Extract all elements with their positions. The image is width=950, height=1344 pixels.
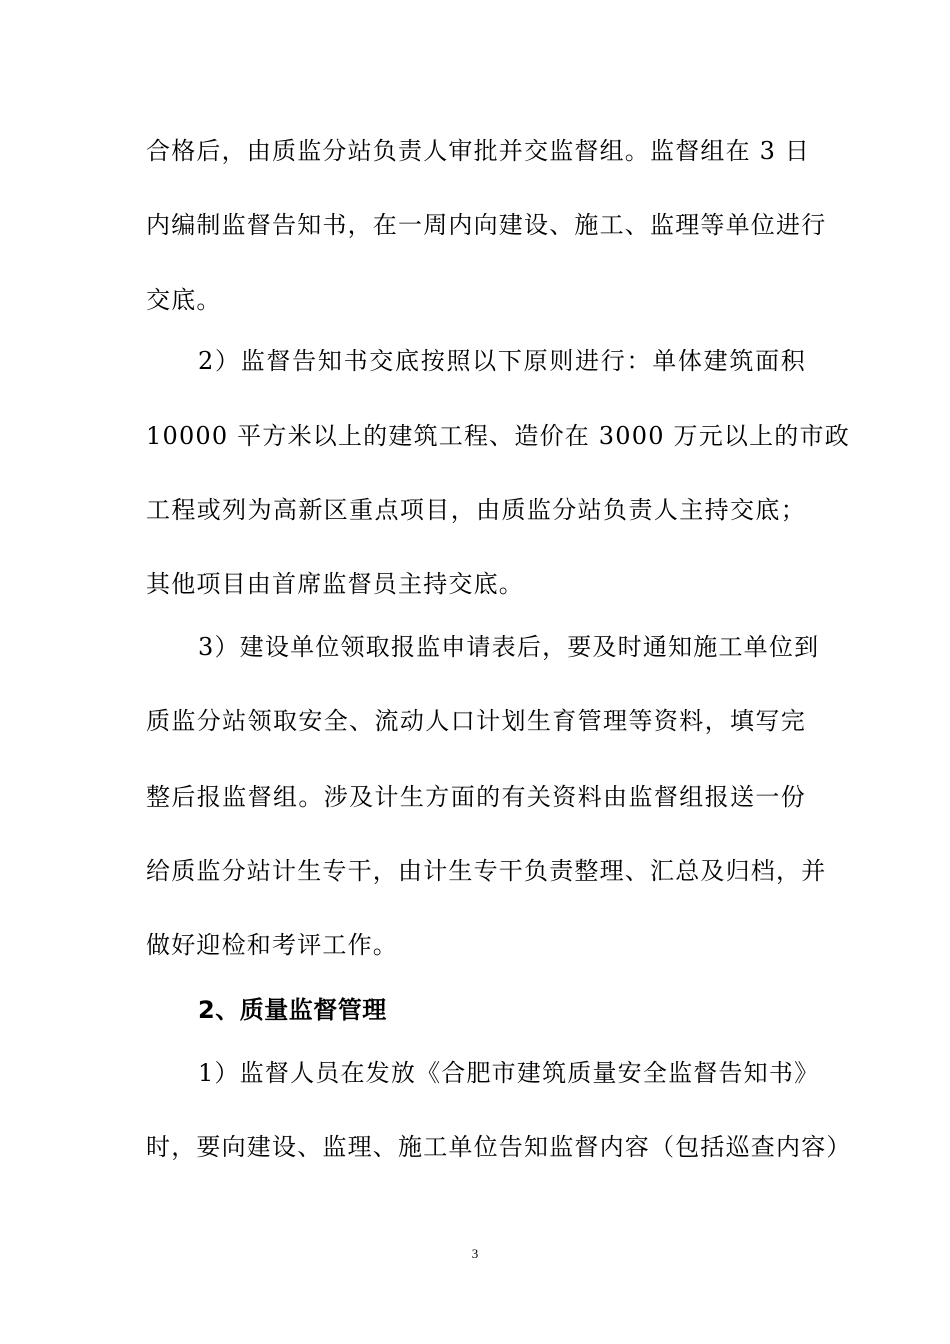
paragraph-line-8: 3）建设单位领取报监申请表后，要及时通知施工单位到 bbox=[198, 633, 820, 661]
paragraph-line-6: 工程或列为高新区重点项目，由质监分站负责人主持交底； bbox=[146, 496, 806, 524]
paragraph-line-3: 交底。 bbox=[146, 286, 222, 314]
paragraph-line-1: 合格后，由质监分站负责人审批并交监督组。监督组在 3 日 bbox=[146, 137, 811, 165]
paragraph-line-12: 做好迎检和考评工作。 bbox=[146, 931, 398, 959]
paragraph-line-4: 2）监督告知书交底按照以下原则进行：单体建筑面积 bbox=[198, 347, 806, 375]
section-heading: 2、质量监督管理 bbox=[198, 996, 387, 1024]
paragraph-line-14: 1）监督人员在发放《合肥市建筑质量安全监督告知书》 bbox=[198, 1059, 820, 1087]
paragraph-line-7: 其他项目由首席监督员主持交底。 bbox=[146, 570, 524, 598]
paragraph-line-5: 10000 平方米以上的建筑工程、造价在 3000 万元以上的市政 bbox=[146, 422, 850, 450]
paragraph-line-9: 质监分站领取安全、流动人口计划生育管理等资料，填写完 bbox=[146, 707, 806, 735]
paragraph-line-2: 内编制监督告知书，在一周内向建设、施工、监理等单位进行 bbox=[146, 211, 827, 239]
paragraph-line-15: 时，要向建设、监理、施工单位告知监督内容（包括巡查内容） bbox=[146, 1133, 852, 1161]
page-number: 3 bbox=[471, 1246, 479, 1261]
paragraph-line-11: 给质监分站计生专干，由计生专干负责整理、汇总及归档，并 bbox=[146, 857, 827, 885]
paragraph-line-10: 整后报监督组。涉及计生方面的有关资料由监督组报送一份 bbox=[146, 783, 806, 811]
